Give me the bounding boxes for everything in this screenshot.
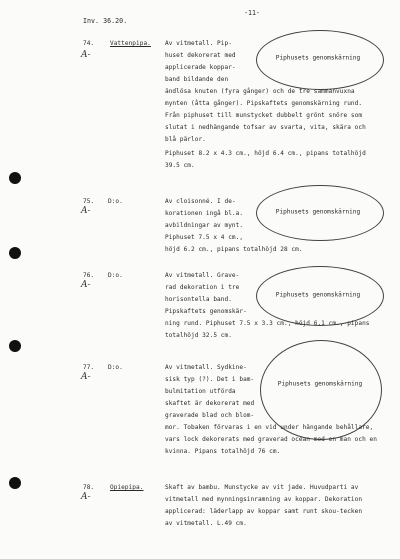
entry-line: av vitmetall. L.49 cm. [165, 520, 247, 527]
entry-line: vitmetall med mynningsinramning av koppar. Dekoration [165, 496, 363, 503]
entry-line: Av vitmetall. Pip- [165, 40, 232, 47]
entry-line: Av vitmetall. Grave- [165, 272, 240, 279]
entry-mark: A- [81, 280, 91, 290]
binder-hole-1 [9, 172, 21, 184]
entry-line: mor. Tobaken förvaras i en vid under hängande behållare, [165, 424, 374, 431]
oval-label: Piphusets genomskärning [275, 291, 361, 299]
entry-line: applicerade koppar- [165, 64, 236, 71]
entry-line: avbildningar av mynt. [165, 222, 244, 229]
entry-number: 75. [83, 198, 95, 205]
binder-hole-3 [9, 340, 21, 352]
entry-line: bulmitation utförda [165, 388, 236, 395]
entry-line: ning rund. Piphuset 7.5 x 3.3 cm., höjd 6.1 cm., pipans [165, 320, 370, 327]
entry-line: rad dekoration i tre [165, 284, 240, 291]
entry-line: Av cloisonné. I de- [165, 198, 236, 205]
entry-title: Opiepipa. [110, 484, 144, 491]
entry-line: skaftet är dekorerat med [165, 400, 255, 407]
binder-hole-4 [9, 477, 21, 489]
entry-line: ändlösa knuten (fyra gånger) och de tre sammanvuxna [165, 88, 355, 95]
entry-line: kvinna. Pipans totalhöjd 76 cm. [165, 448, 281, 455]
entry-line: Piphuset 8.2 x 4.3 cm., höjd 6.4 cm., pipans totalhöjd [165, 150, 366, 157]
entry-title: D:o. [108, 198, 123, 205]
entry-line: huset dekorerat med [165, 52, 236, 59]
page-number: -11- [244, 9, 261, 17]
entry-line: Från piphuset till munstycket dubbelt grönt snöre som [165, 112, 363, 119]
entry-line: mynten (åtta gånger). Pipskaftets genomskärning rund. [165, 100, 363, 107]
entry-mark: A- [81, 492, 91, 502]
entry-line: horisontella band. [165, 296, 232, 303]
entry-line: höjd 6.2 cm., pipans totalhöjd 28 cm. [165, 246, 303, 253]
entry-mark: A- [81, 50, 91, 60]
entry-line: korationen ingå bl.a. [165, 210, 244, 217]
entry-mark: A- [81, 372, 91, 382]
entry-line: band bildande den [165, 76, 229, 83]
entry-line: 39.5 cm. [165, 162, 195, 169]
oval-label: Piphusets genomskärning [275, 208, 361, 216]
entry-line: Skaft av bambu. Munstycke av vit jade. Huvudparti av [165, 484, 359, 491]
entry-number: 74. [83, 40, 95, 47]
entry-line: slutat i nedhängande tofsar av svarta, vita, skära och [165, 124, 366, 131]
oval-label: Piphusets genomskärning [277, 380, 363, 388]
entry-line: sisk typ (?). Det i bam- [165, 376, 255, 383]
entry-number: 77. [83, 364, 95, 371]
entry-line: Pipskaftets genomskär- [165, 308, 247, 315]
entry-line: blå pärlor. [165, 136, 206, 143]
entry-line: vars lock dekorerats med graverad ocean med en man och en [165, 436, 377, 443]
entry-line: Av vitmetall. Sydkine- [165, 364, 247, 371]
entry-line: Piphuset 7.5 x 4 cm., [165, 234, 244, 241]
entry-line: applicerad: läderlapp av koppar samt runt skou-tecken [165, 508, 363, 515]
entry-number: 76. [83, 272, 95, 279]
entry-number: 78. [83, 484, 95, 491]
entry-line: graverade blad och blom- [165, 412, 255, 419]
entry-title: D:o. [108, 364, 123, 371]
oval-label: Piphusets genomskärning [275, 54, 361, 62]
entry-title: Vattenpipa. [110, 40, 151, 47]
entry-line: totalhöjd 32.5 cm. [165, 332, 232, 339]
binder-hole-2 [9, 247, 21, 259]
entry-mark: A- [81, 206, 91, 216]
entry-title: D:o. [108, 272, 123, 279]
inventory-number: Inv. 36.20. [83, 17, 128, 25]
